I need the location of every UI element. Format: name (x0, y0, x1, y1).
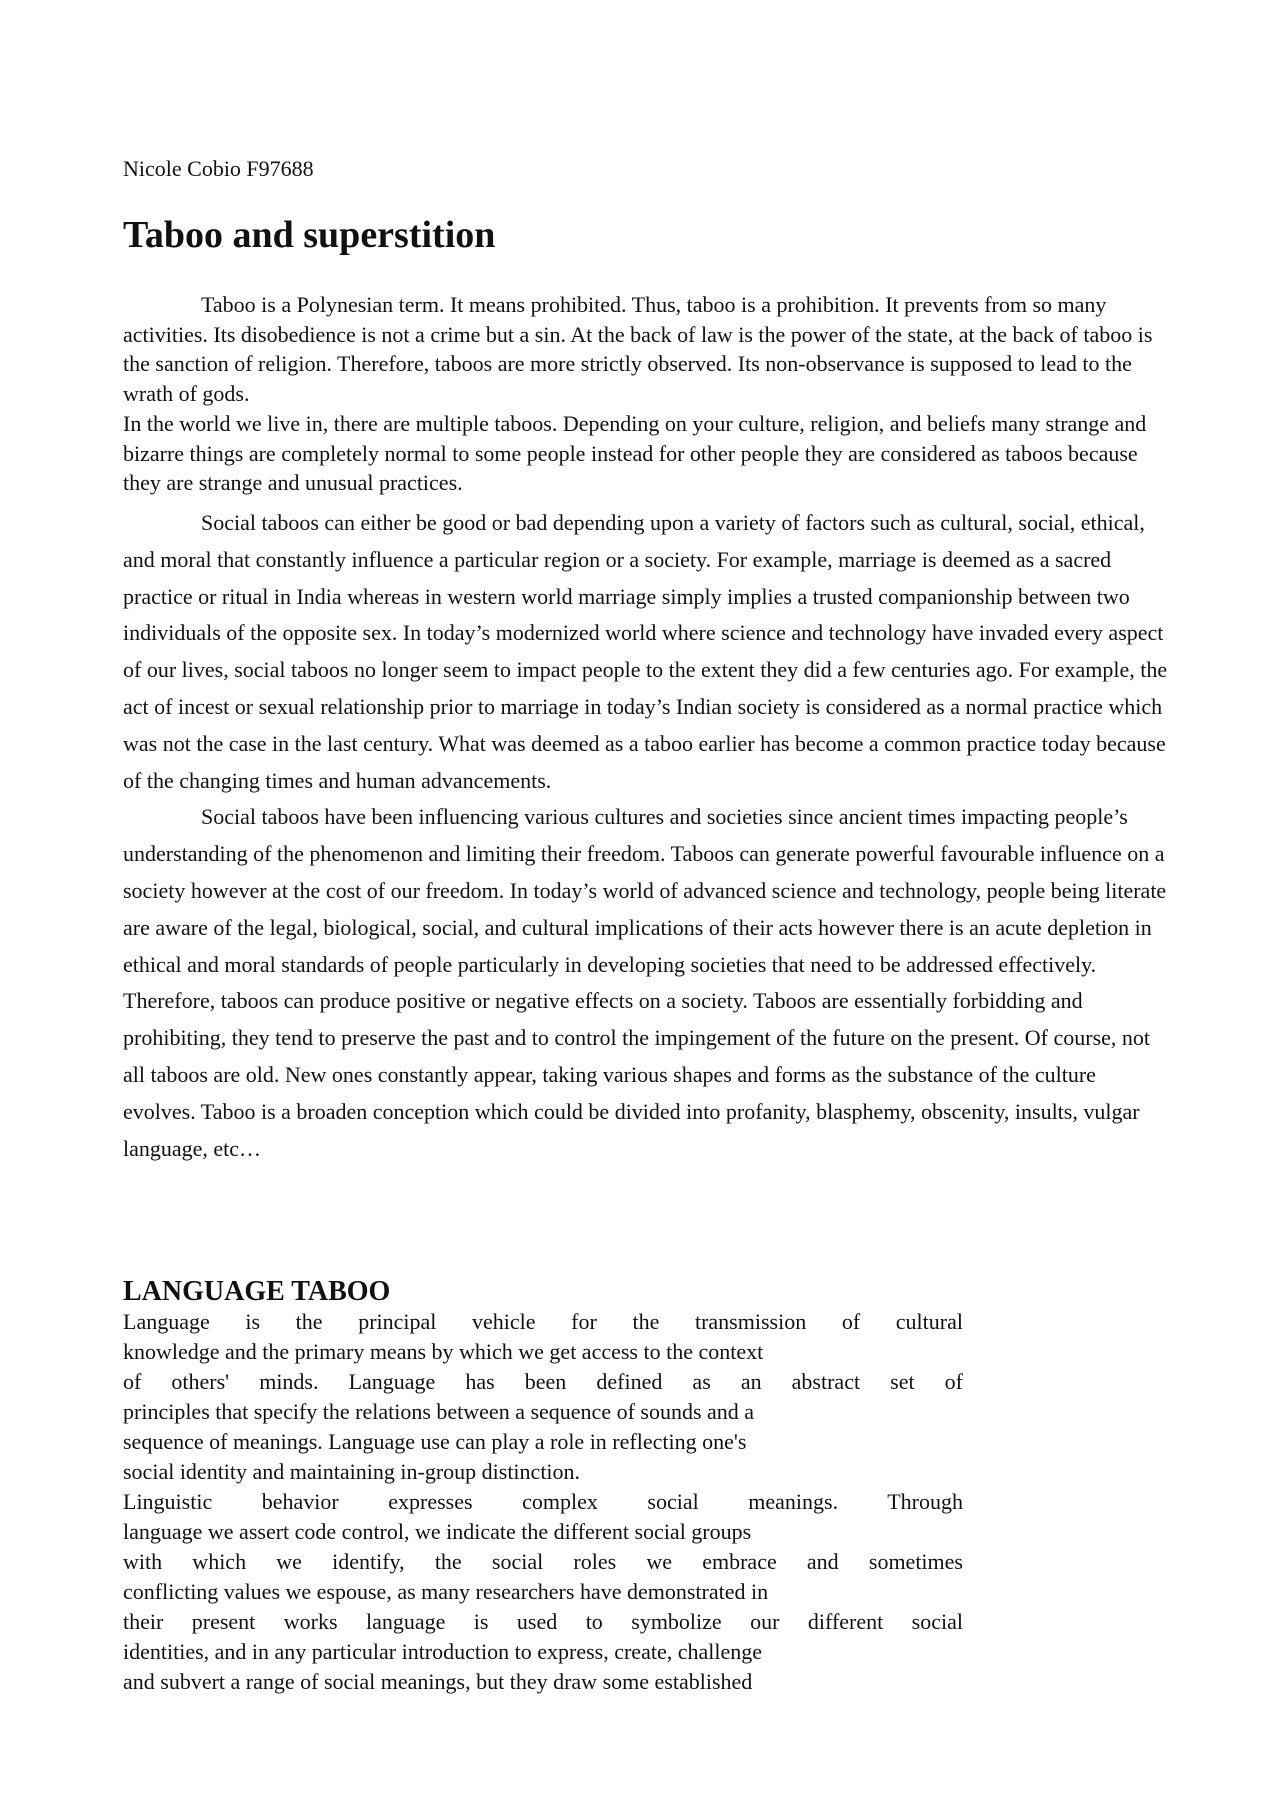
text-line: principles that specify the relations between a sequence of sounds and a (123, 1399, 755, 1424)
intro-paragraph: In the world we live in, there are multiple taboos. Depending on your culture, religion, and beliefs many strange and bizarre things are completely normal to some people instead for other people they are considered as taboos because they are strange and unusual practices. (123, 410, 1147, 496)
text-line: their present works language is used to symbolize our different social (123, 1609, 963, 1634)
body-paragraph: Social taboos can either be good or bad depending upon a variety of factors such as cultural, social, ethical, and moral that constantly influence a particular region or a society. For example, marriage is deemed as a sacred practice or ritual in India whereas in western world marriage simply implies a trusted companionship between two individuals of the opposite sex. In today’s modernized world where science and technology have invaded every aspect of our lives, social taboos no longer seem to impact people to the extent they did a few centuries ago. For example, the act of incest or sexual relationship prior to marriage in today’s Indian society is considered as a normal practice which was not the case in the last century. What was deemed as a taboo earlier has become a common practice today because of the changing times and human advancements. (123, 510, 1168, 793)
text-line: identities, and in any particular introduction to express, create, challenge (123, 1639, 762, 1664)
section-paragraph (123, 1487, 963, 1697)
text-line: Language is the principal vehicle for the transmission of cultural (123, 1309, 963, 1334)
text-line: knowledge and the primary means by which we get access to the context (123, 1339, 764, 1364)
section-paragraph (123, 1307, 963, 1487)
intro-section (123, 290, 1168, 498)
language-taboo-section (123, 1307, 963, 1697)
text-line: with which we identify, the social roles we embrace and sometimes (123, 1549, 963, 1574)
author-line: Nicole Cobio F97688 (123, 156, 314, 181)
intro-paragraph: Taboo is a Polynesian term. It means prohibited. Thus, taboo is a prohibition. It prevents from so many activities. Its disobedience is not a crime but a sin. At the back of law is the power of the state, at the back of taboo is the sanction of religion. Therefore, taboos are more strictly observed. Its non-observance is supposed to lead to the wrath of gods. (123, 292, 1153, 407)
text-line: Linguistic behavior expresses complex social meanings. Through (123, 1489, 963, 1514)
text-line: conflicting values we espouse, as many researchers have demonstrated in (123, 1579, 769, 1604)
text-line: social identity and maintaining in-group distinction. (123, 1459, 581, 1484)
section-heading: LANGUAGE TABOO (123, 1276, 391, 1307)
body-section (123, 505, 1168, 1167)
text-line: language we assert code control, we indicate the different social groups (123, 1519, 752, 1544)
text-line: sequence of meanings. Language use can play a role in reflecting one's (123, 1429, 747, 1454)
body-paragraph: Social taboos have been influencing various cultures and societies since ancient times impacting people’s understanding of the phenomenon and limiting their freedom. Taboos can generate powerful favourable influence on a society however at the cost of our freedom. In today’s world of advanced science and technology, people being literate are aware of the legal, biological, social, and cultural implications of their acts however there is an acute depletion in ethical and moral standards of people particularly in developing societies that need to be addressed effectively. Therefore, taboos can produce positive or negative effects on a society. Taboos are essentially forbidding and prohibiting, they tend to preserve the past and to control the impingement of the future on the present. Of course, not all taboos are old. New ones constantly appear, taking various shapes and forms as the substance of the culture evolves. Taboo is a broaden conception which could be divided into profanity, blasphemy, obscenity, insults, vulgar language, etc… (123, 804, 1167, 1161)
page-title: Taboo and superstition (123, 214, 496, 256)
text-line: and subvert a range of social meanings, but they draw some established (123, 1669, 753, 1694)
text-line: of others' minds. Language has been defined as an abstract set of (123, 1369, 963, 1394)
